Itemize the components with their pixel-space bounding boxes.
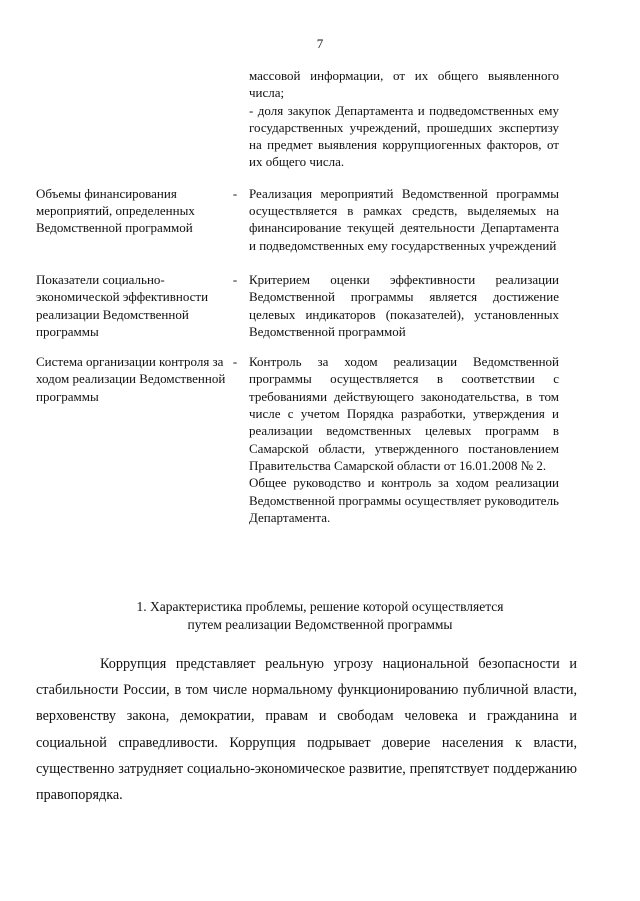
section-title-line: путем реализации Ведомственной программы [187, 617, 453, 632]
section-title [0, 598, 640, 634]
row-label-indicators: Показатели социально-экономической эффективности реализации Ведомственной программы [36, 271, 209, 339]
page-number: 7 [316, 36, 324, 51]
row-content [249, 353, 559, 526]
table-row [0, 67, 640, 171]
table-row [0, 353, 640, 526]
row-paragraph: Критерием оценки эффективности реализации Ведомственной программы является достижение целевых индикаторов (показателей), установленных Ведомственной программой [249, 271, 559, 339]
row-paragraph: Контроль за ходом реализации Ведомственной программы осуществляется в соответствии с требованиями действующего законодательства, в том числе с учетом Порядка разработки, утверждения и реализации ведомственных целевых программ в Самарской области, утвержденного постановлением Правительства Самарской области от 16.01.2008 № 2. [249, 354, 559, 473]
row-content [249, 185, 559, 254]
passport-table [0, 67, 640, 526]
row-content [249, 67, 559, 171]
row-paragraph: Реализация мероприятий Ведомственной программы осуществляется в рамках средств, выделяемых на финансирование текущей деятельности Департамента и подведомственных ему государственных учреждений [249, 185, 559, 253]
row-content [249, 271, 559, 340]
table-row [0, 185, 640, 254]
row-label-financing: Объемы финансирования мероприятий, определенных Ведомственной программой [36, 185, 195, 236]
row-paragraph: - доля закупок Департамента и подведомственных ему государственных учреждений, прошедших экспертизу на предмет выявления коррупциогенных факторов, от их общего числа. [249, 102, 559, 170]
row-paragraph: массовой информации, от их общего выявленного числа; [249, 68, 559, 101]
body-paragraph: Коррупция представляет реальную угрозу национальной безопасности и стабильности России, в том числе нормальному функционированию публичной власти, верховенству закона, демократии, правам и свободам человека и гражданина и социальной справедливости. Коррупция подрывает доверие населения к власти, существенно затрудняет социально-экономическое развитие, препятствует поддержанию правопорядка. [36, 656, 577, 804]
row-label-control: Система организации контроля за ходом реализации Ведомственной программы [36, 354, 226, 404]
row-paragraph: Общее руководство и контроль за ходом реализации Ведомственной программы осуществляет руководитель Департамента. [249, 475, 559, 525]
row-dash: - [232, 271, 238, 287]
section-title-line: 1. Характеристика проблемы, решение которой осуществляется [136, 599, 504, 614]
table-row [0, 271, 640, 340]
row-dash: - [232, 185, 238, 201]
row-dash: - [232, 354, 238, 370]
